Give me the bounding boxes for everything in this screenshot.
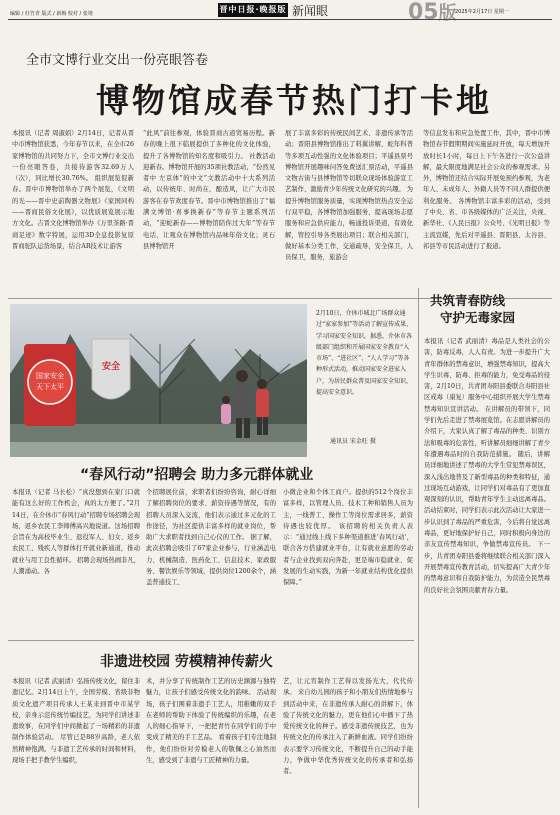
newspaper-logo: 晋中日报·晚报版 — [218, 3, 288, 17]
lead-column-4: 等信息发布和应急处置工作，其中，晋中市博物馆春节假期期间实施延时开放，每天增加开放时长1小时，每日上下午各进行一次公益讲解，最大限度地满足社会公众的参观需求。另外，博物馆还结合实际开展免预约参观，为老年人、未成年人、外籍人员等不同人群提供便利化服务。 各博物馆丰富多彩的活动，受到了中央、省、市各级媒体的广泛关注，央视、新华社、《人民日报》公众号、《光明日报》等主流宣媒，先后对平遥县、晋阳县、太谷县、祁县等市民活动进行了报道。 — [423, 130, 550, 250]
news-photo — [10, 304, 307, 457]
poster-sign — [24, 344, 76, 426]
lead-headline: 博物馆成春节热门打卡地 — [96, 81, 492, 120]
side-divider — [418, 288, 419, 808]
spring-action-column-2: 个招聘展位前，求职者们纷纷咨询，耐心详细了解招聘岗位的要求、薪资待遇等情况，有的招聘人员深入交流，他们表示通过多元化的工作途径，为社区提供丰富多样的就业岗位，帮助广大求职者找到自己心仪的工作。 据了解，此次招聘会吸引了67家企业参与，行业涵盖电力、机械制造、医药化工、信息技术、家政服务、餐饮娱乐等领域，提供岗位1200余个，涵盖普通技工、 — [146, 489, 276, 587]
side-body: 本报讯（记者 武丽清）毒品是人类社会的公害，防毒反毒，人人有责。为进一步提升广大青年群体的禁毒意识，增强禁毒知识，提高大学生识毒、防毒、拒毒的能力，免受毒品的侵害，2月10日，共青团寿阳县委联合寿阳县社区戒毒（康复）服务中心组织开展大学生禁毒禁毒知识宣讲活动。 在讲解员的带领下，同学们先后走进了禁毒展览馆。在志愿讲解员的介绍下，大家认真了解了毒品的种类、识别方法和吸毒的危害性，听讲解员细细讲解了青少年遭遇毒品时的自我防范措施。 随后，讲解员详细地讲述了禁毒的大学生常犯禁毒误区，深入浅出地普及了新型毒品的种类和特征，通过现场互动游戏，让同学们对毒品有了更加直观深刻的认识，帮助青年学生主动远离毒品。 活动结束时，同学们表示此次活动让大家进一步认识到了毒品的严重危害，今后将自觉远离毒品，更好地保护好自己，同时积极向身边的亲友宣传禁毒知识，争做禁毒宣传员。 下一步，共青团寿阳县委将继续联合相关部门深入开展禁毒宣传教育活动，切实提高广大青少年的禁毒意识和自我防护能力，为营造全民禁毒的良好社会氛围贡献青春力量。 — [424, 338, 550, 594]
story-divider — [8, 640, 414, 641]
spring-action-headline: “春风行动”招聘会 助力多元群体就业 — [80, 467, 314, 483]
header-rule — [8, 19, 552, 20]
lead-column-3: 展了丰富多彩的传统民间艺术、非遗传承等活动；晋阳县博物馆推出了料翼讲解、蛇年科普等多项互动性强的文化体验项目；平遥县票号博物馆开展趣味问答免费送汇票活动，平遥县文物古街与县博物馆等切联众现场体验游宣工艺制作、激励青少年传统文化研究的兴趣。 为提升博物馆服务质量，实现博物馆热点安全运行双平稳，各博物馆加强服务，提高现场志愿服务和应急供应能力，畅通投诉渠道，有效化解，管控引导各类展出项目；联合相关部门，做好基本分类工作、交通疏导，安全保卫，人员保卫，服务，旅游会 — [285, 130, 413, 262]
section-name: 新闻眼 — [292, 4, 329, 18]
page-number-value: 05 — [408, 0, 439, 25]
side-headline-line-2: 守护无毒家园 — [440, 310, 516, 325]
shield-sign-text: 安全 — [101, 362, 121, 372]
page-editors: 编辑 / 杜竹青 版式 / 新梅 校对 / 张靖 — [10, 11, 93, 17]
spring-action-column-3: 小微企业和个体工商户。提供的512个岗位丰富多样，以管理人员、技术工种和销售人员为主，一线普工、操作工等岗位需求居多，薪资待遇也较优厚。 该招聘的相关负责人表示：“通过线上线下多种渠道推进‘春风行动’，联合各方搭建就业平台，让有就业意愿的劳动者与企业找到双向奔赴，更是端市稳就业、促发展的生动实践，为新一年就业结构优化提供保障。” — [283, 489, 413, 587]
shield-sign — [92, 339, 130, 399]
page-number-suffix: 版 — [438, 3, 457, 24]
lead-column-2: “此风”前往参观，体验晋商古道贸易历程。新春的晚上很下临展提供了多种化的文化体验，提升了各博物馆的知名度和吸引力。 社教活动迎新春。博物馆开展的35项社教活动，“份然见者中 左京体”的中文”文教活动中十大系列活动，以传统年、时尚在，酿造风，让广大市民游客在春节欢度春节。晋中市博物馆推出了“福满文博馆·喜事换新春”等春节主题系列活动，“迎蛇新春——博物馆陪你过大年”等春节电话，让观众在博物馆内品味年俗文化；灵石县博物馆开 — [143, 130, 275, 250]
campus-column-2: 术，并分享了传统制作工艺的历史渊源与独特魅力，让孩子们感受传统文化的韵味。 活动现场，孩子们围着非遗手工艺人，用稚嫩的双手在老师的帮助下体验了传统编织的乐趣，在老人的细心指导下，一把把青竹在同学们的手中变成了精美的手工艺品。 看着孩子们专注地制作，他们纷纷对劳模老人的敬佩之心油然而生，感受到了非遗与工匠精神的力量。 — [146, 678, 276, 765]
campus-headline: 非遗进校园 劳模精神传薪火 — [100, 654, 273, 670]
poster-sign-text-2: 天下太平 — [36, 383, 64, 391]
poster-sign-text-1: 国家安全 — [36, 372, 64, 380]
photo-caption: 2月10日，介休市城北广场群众通过“家家参加”等活动了解宣传成果，学习国家安全知识。据悉，介休市各级部门组织和开展国家安全教育“入市场”、“进社区”、“人人学习”等各种形式活动，推动国家安全进家入户，为居民群众普及国家安全知识，提高安全意识。 — [316, 310, 413, 397]
campus-column-3: 艺，让元宵制作工艺得以发扬光大，代代传承。 来自幼儿园的孩子和小朋友们热情地参与到活动中来，在非遗传承人耐心的讲解下，体验了传统文化的魅力，更在他们心中播下了热爱传统文化的种子。感受非遗传统技艺，也为传统文化的传承注入了新鲜血液。同学们纷纷表示要学习传统文化，不断提升自己的动手能力，争做中华优秀传统文化的传承者和弘扬者。 — [283, 678, 413, 776]
spring-action-column-1: 本报讯（记者 马长松）“真没想到在家门口就能有这么好的工作机会，真的太方便了。”2月14日，在介休市“春风行动”招聘专场招聘会现场，返乡农民工李师傅高兴地说道。这场招聘会旨在为高校毕业生、退役军人、妇女、返乡农民工、残疾人等群体打开就业新通道，推动就业与用工良性循环。 招聘会现场热闹非凡，人潮涌动。各 — [12, 489, 140, 576]
issue-date: 2025年2月17日 星期一 — [455, 9, 509, 15]
lead-column-1: 本报讯（记者 周淑娟）2月14日，记者从晋中市博物馆获悉，今年春节以来，在全市26家博物馆的共同努力下，全市文博行业交出一份亮眼答卷，共接待游客32.69万人（次），同比增长30.76%。 组织展览促新春。晋中市博物馆举办了两个展览，《文明的光——晋中史前陶器文物展》《家国同构——晋商民俗文化展》，以优质展览展示地方文化。吉晋文化博物馆举办《万里茶路·晋商足迹》数字特展，运用3D全息投影复原晋商驼队运货场景，结合AR技术让游客 — [12, 130, 134, 250]
page-number — [408, 0, 457, 25]
campus-column-1: 本报讯（记者 武丽清）弘扬传统文化，留住非遗记忆。2月14日上午，全国劳模、省级非物质文化遗产项目传承人王某来到晋中市某学校，亲身示范传统竹编技艺，为同学们讲述非遗故事，在同学们中间掀起了一场精彩的非遗制作体验活动。 尽管已是88岁高龄，老人依然精神饱满。与非遗工艺传承的时间和材料，现场手把手教学生编织， — [12, 678, 140, 765]
photo-byline: 通讯员 宋金旺 摄 — [330, 438, 376, 445]
photo-illustration — [10, 304, 307, 457]
side-headline-line-1: 共筑青春防线 — [430, 293, 506, 308]
lead-kicker: 全市文博行业交出一份亮眼答卷 — [26, 53, 209, 68]
